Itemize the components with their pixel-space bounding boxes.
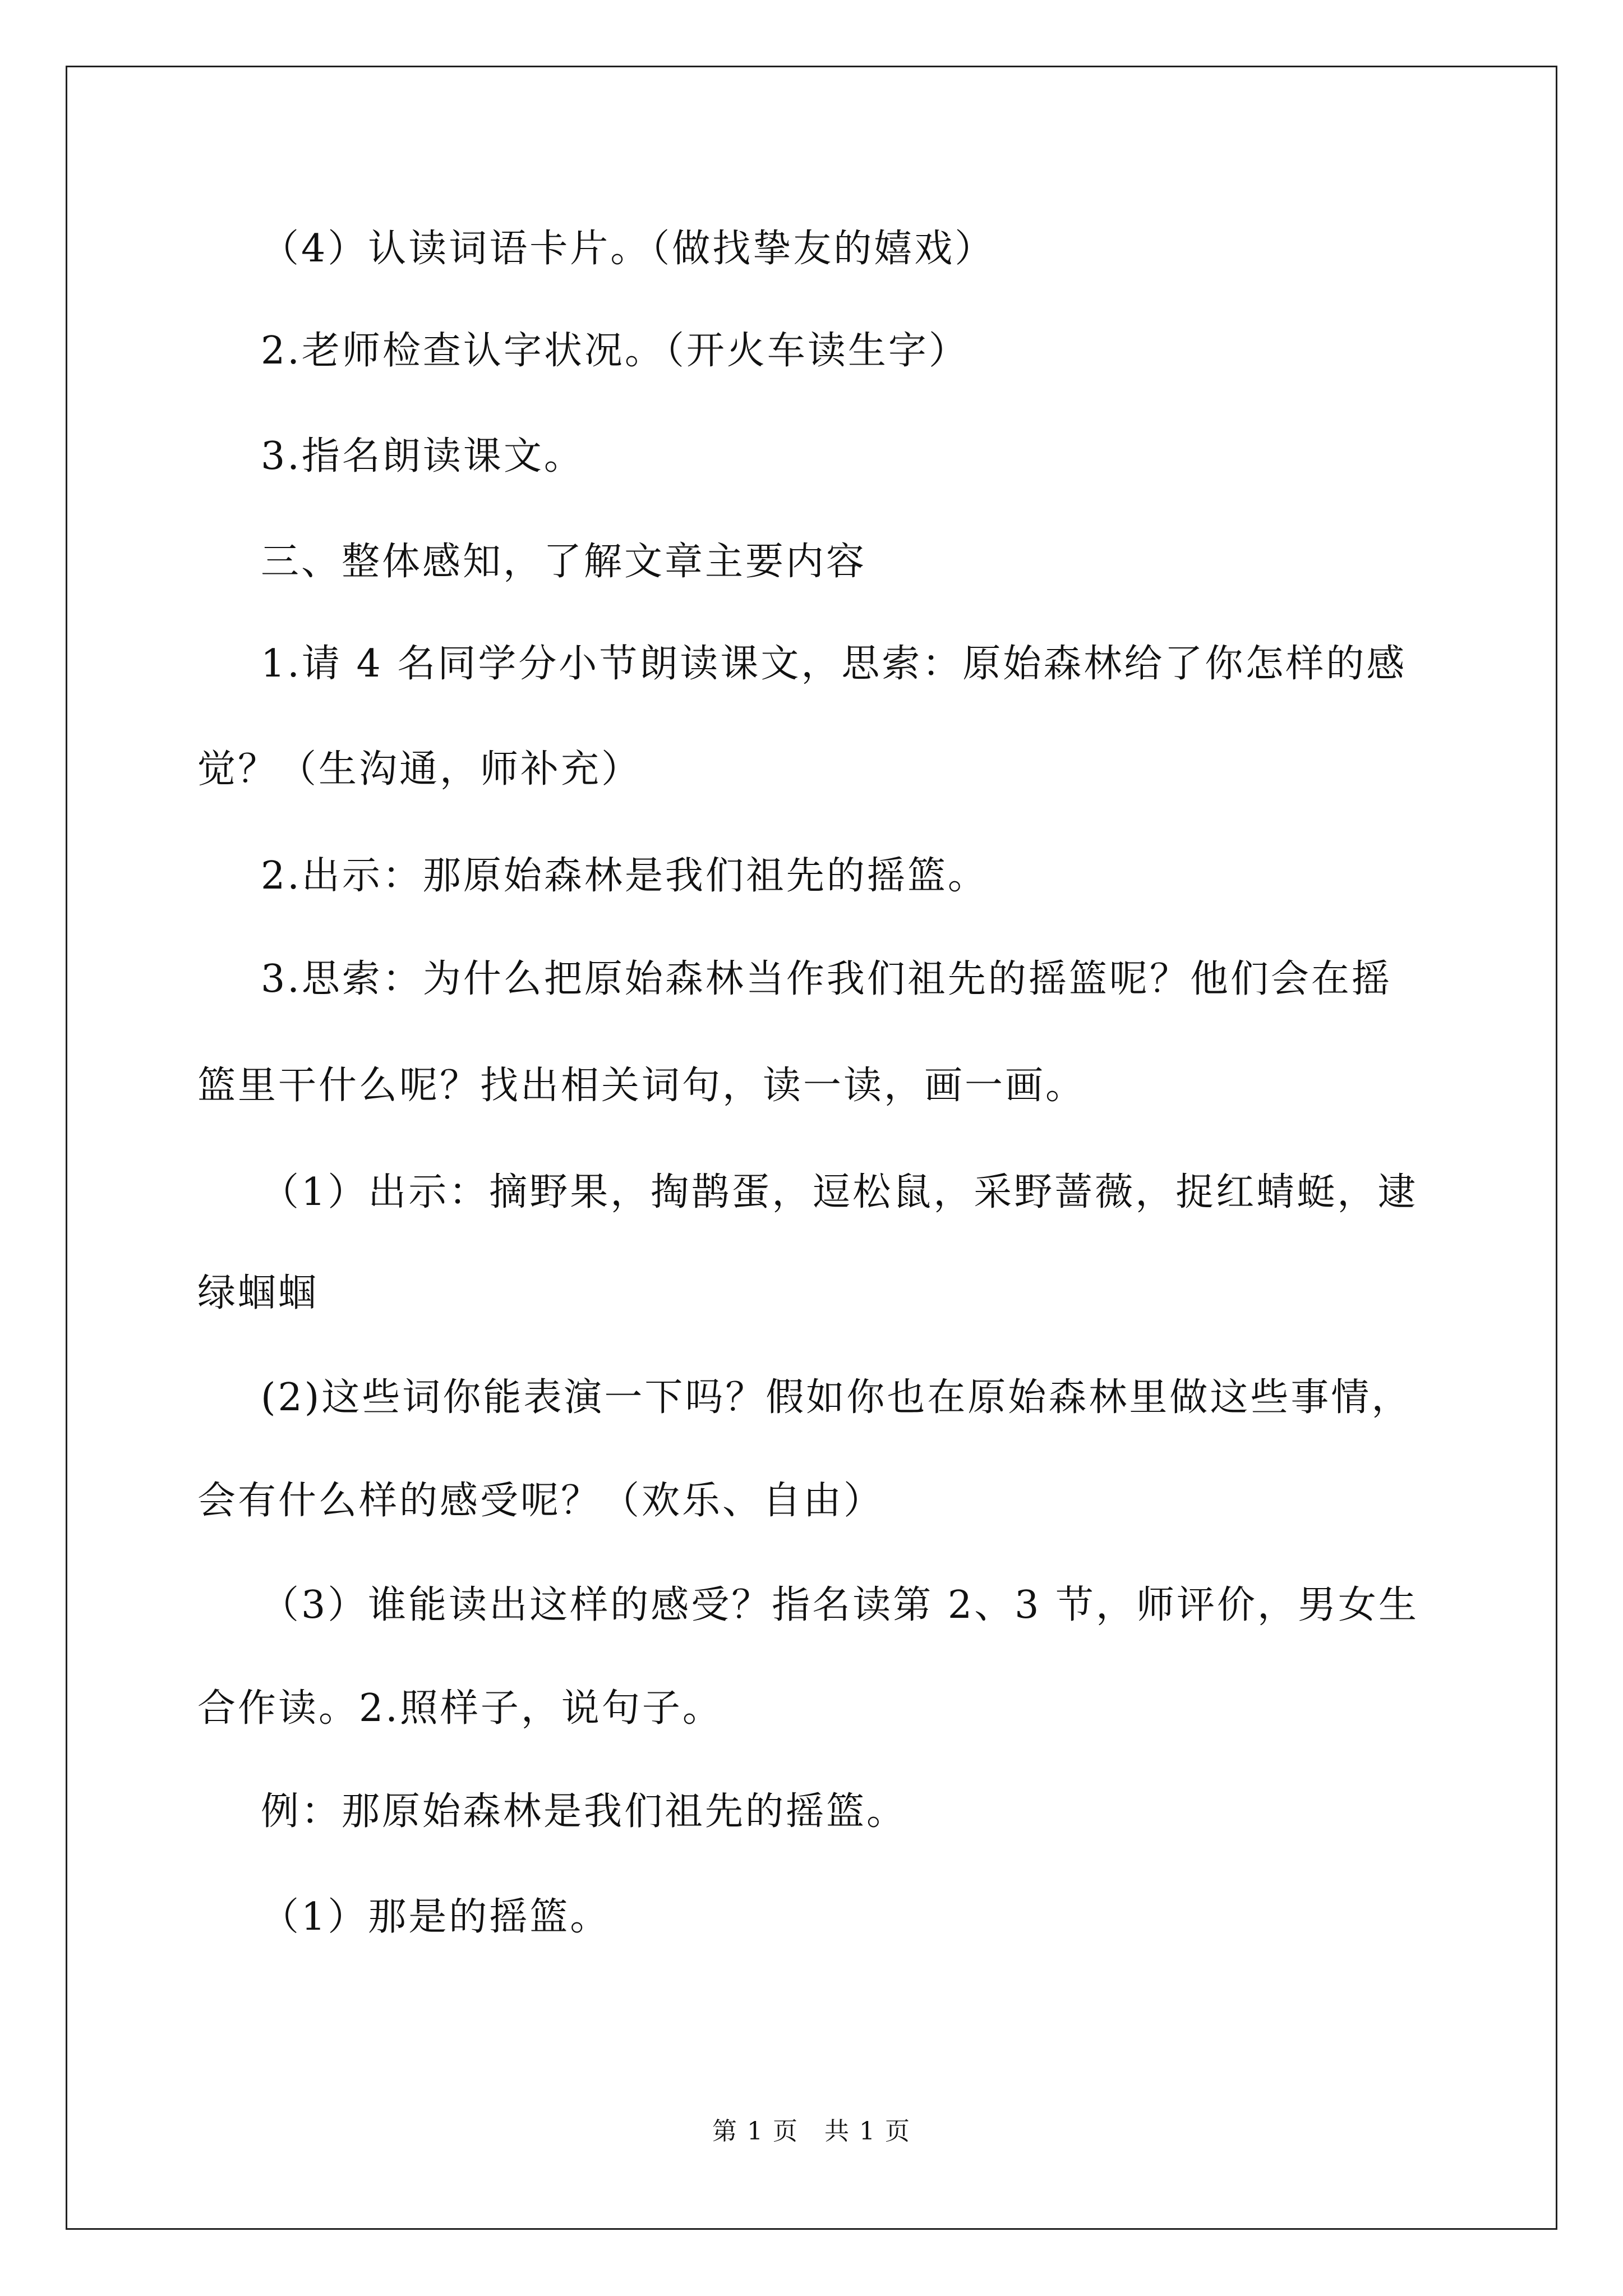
paragraph-line: （4）认读词语卡片。（做找挚友的嬉戏）: [261, 227, 995, 271]
paragraph-line: 3.指名朗读课文。: [261, 434, 584, 478]
paragraph-line: 绿蝈蝈: [197, 1271, 319, 1315]
paragraph-line: 觉？（生沟通，师补充）: [197, 747, 642, 792]
paragraph-line: 2.出示：那原始森林是我们祖先的摇篮。: [261, 854, 988, 898]
paragraph-line: （1）出示：摘野果，掏鹊蛋，逗松鼠，采野蔷薇，捉红蜻蜓，逮: [261, 1170, 1418, 1214]
paragraph-line: (2)这些词你能表演一下吗？假如你也在原始森林里做这些事情，: [261, 1375, 1412, 1420]
paragraph-line: 会有什么样的感受呢？（欢乐、自由）: [197, 1479, 884, 1523]
paragraph-line: 2.老师检查认字状况。（开火车读生字）: [261, 329, 969, 373]
section-heading: 三、整体感知，了解文章主要内容: [261, 540, 867, 584]
paragraph-line: 3.思索：为什么把原始森林当作我们祖先的摇篮呢？他们会在摇: [261, 957, 1392, 1001]
paragraph-line: 例：那原始森林是我们祖先的摇篮。: [261, 1789, 907, 1834]
paragraph-line: 合作读。2.照样子，说句子。: [197, 1686, 723, 1731]
paragraph-line: 篮里干什么呢？找出相关词句，读一读，画一画。: [197, 1064, 1086, 1108]
page-number: 第 1 页 共 1 页: [712, 2117, 911, 2146]
paragraph-line: （3）谁能读出这样的感受？指名读第 2、3 节，师评价，男女生: [261, 1583, 1419, 1627]
paragraph-line: （1）那是的摇篮。: [261, 1895, 611, 1939]
paragraph-line: 1.请 4 名同学分小节朗读课文，思索：原始森林给了你怎样的感: [261, 642, 1407, 686]
